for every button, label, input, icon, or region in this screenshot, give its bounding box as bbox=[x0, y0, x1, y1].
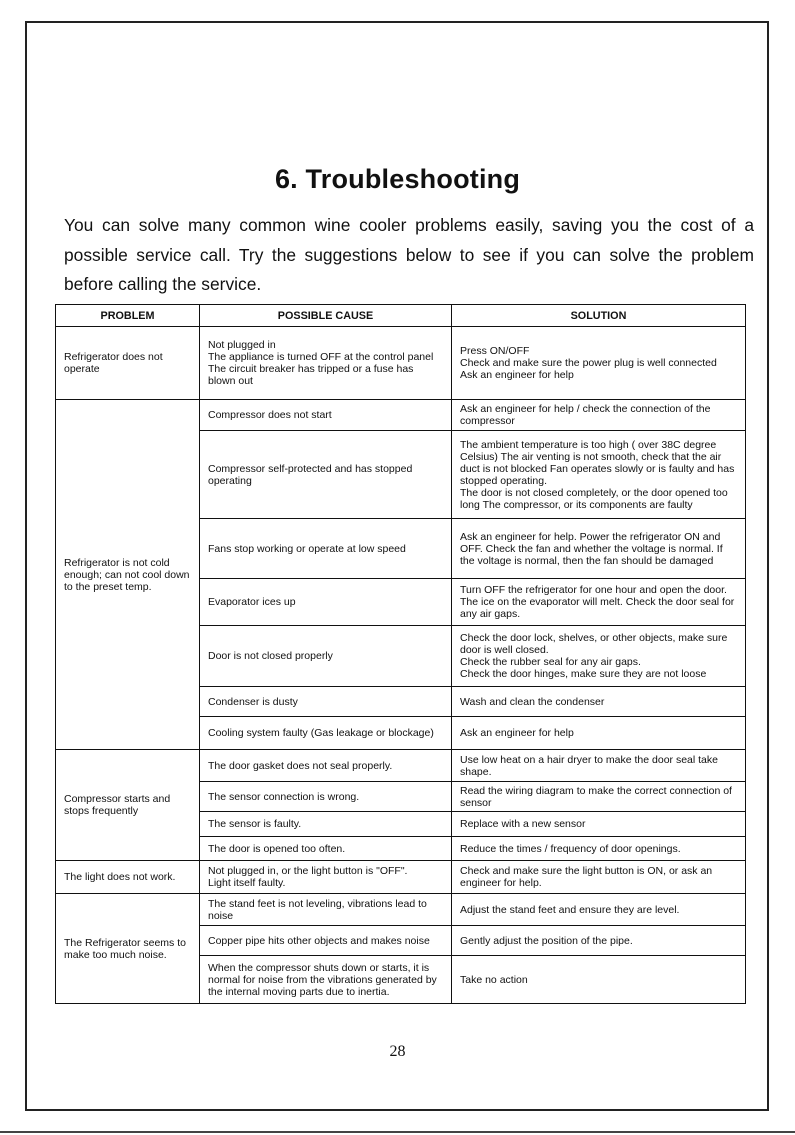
solution-cell: Use low heat on a hair dryer to make the door seal take shape. bbox=[452, 750, 746, 782]
solution-line: Check the door hinges, make sure they are not loose bbox=[460, 668, 707, 680]
cause-cell: Copper pipe hits other objects and makes noise bbox=[200, 926, 452, 956]
table-header-row bbox=[56, 305, 746, 327]
solution-cell: Reduce the times / frequency of door openings. bbox=[452, 837, 746, 861]
solution-line: Press ON/OFF bbox=[460, 345, 530, 357]
table-row bbox=[56, 327, 746, 400]
cause-cell: Fans stop working or operate at low speed bbox=[200, 519, 452, 579]
problem-cell: Refrigerator does not operate bbox=[56, 327, 200, 400]
solution-cell: Wash and clean the condenser bbox=[452, 687, 746, 717]
cause-cell: Compressor does not start bbox=[200, 400, 452, 431]
problem-cell: Refrigerator is not cold enough; can not cool down to the preset temp. bbox=[56, 400, 200, 750]
solution-cell: Ask an engineer for help bbox=[452, 717, 746, 750]
solution-cell bbox=[452, 431, 746, 519]
table-row bbox=[56, 400, 746, 431]
cause-cell: Compressor self-protected and has stopped operating bbox=[200, 431, 452, 519]
troubleshooting-table bbox=[55, 304, 746, 1004]
cause-cell: Cooling system faulty (Gas leakage or blockage) bbox=[200, 717, 452, 750]
cause-cell: Evaporator ices up bbox=[200, 579, 452, 626]
cause-cell bbox=[200, 327, 452, 400]
solution-cell: Check and make sure the light button is ON, or ask an engineer for help. bbox=[452, 861, 746, 894]
table-row bbox=[56, 861, 746, 894]
cause-cell: Condenser is dusty bbox=[200, 687, 452, 717]
solution-line: The ambient temperature is too high ( over 38C degree Celsius) The air venting is not smooth, check that the air duct is not blocked Fan operates slowly or is faulty and has stopped operating. bbox=[460, 438, 735, 487]
page-number: 28 bbox=[389, 1043, 406, 1060]
cause-cell: The door is opened too often. bbox=[200, 837, 452, 861]
solution-cell bbox=[452, 327, 746, 400]
solution-cell: Adjust the stand feet and ensure they are level. bbox=[452, 894, 746, 926]
cause-cell: When the compressor shuts down or starts, it is normal for noise from the vibrations generated by the internal moving parts due to inertia. bbox=[200, 956, 452, 1004]
header-solution: SOLUTION bbox=[452, 305, 746, 327]
intro-paragraph: You can solve many common wine cooler problems easily, saving you the cost of a possible service call. Try the suggestions below to see if you can solve the problem before calling the service. bbox=[64, 215, 754, 294]
cause-cell: Door is not closed properly bbox=[200, 626, 452, 687]
cause-cell: The door gasket does not seal properly. bbox=[200, 750, 452, 782]
solution-line: Check the rubber seal for any air gaps. bbox=[460, 656, 641, 668]
solution-cell: Take no action bbox=[452, 956, 746, 1004]
solution-line: The door is not closed completely, or the door opened too long The compressor, or its components are faulty bbox=[460, 486, 728, 511]
cause-cell: The sensor connection is wrong. bbox=[200, 782, 452, 812]
problem-cell: Compressor starts and stops frequently bbox=[56, 750, 200, 861]
problem-cell: The light does not work. bbox=[56, 861, 200, 894]
cause-line: Not plugged in bbox=[208, 339, 276, 351]
cause-line: The appliance is turned OFF at the control panel bbox=[208, 351, 434, 363]
page-title: 6. Troubleshooting bbox=[274, 164, 521, 194]
solution-cell: Replace with a new sensor bbox=[452, 812, 746, 837]
bottom-rule bbox=[0, 1131, 795, 1133]
solution-cell: Ask an engineer for help / check the connection of the compressor bbox=[452, 400, 746, 431]
cause-line: Light itself faulty. bbox=[208, 877, 286, 889]
table-row bbox=[56, 894, 746, 926]
solution-cell: Read the wiring diagram to make the correct connection of sensor bbox=[452, 782, 746, 812]
solution-cell bbox=[452, 626, 746, 687]
table-row bbox=[56, 750, 746, 782]
cause-cell: The sensor is faulty. bbox=[200, 812, 452, 837]
solution-cell: Ask an engineer for help. Power the refrigerator ON and OFF. Check the fan and whether the voltage is normal. If the voltage is normal, then the fan should be damaged bbox=[452, 519, 746, 579]
solution-cell: Turn OFF the refrigerator for one hour and open the door. The ice on the evaporator will melt. Check the door seal for any air gaps. bbox=[452, 579, 746, 626]
solution-line: Check and make sure the power plug is well connected bbox=[460, 357, 717, 369]
cause-cell: The stand feet is not leveling, vibrations lead to noise bbox=[200, 894, 452, 926]
cause-cell bbox=[200, 861, 452, 894]
solution-line: Check the door lock, shelves, or other objects, make sure door is well closed. bbox=[460, 632, 728, 656]
problem-cell: The Refrigerator seems to make too much noise. bbox=[56, 894, 200, 1004]
solution-line: Ask an engineer for help bbox=[460, 369, 574, 381]
cause-line: Not plugged in, or the light button is "OFF". bbox=[208, 865, 408, 877]
header-possible-cause: POSSIBLE CAUSE bbox=[200, 305, 452, 327]
cause-line: The circuit breaker has tripped or a fuse has blown out bbox=[208, 363, 414, 387]
header-problem: PROBLEM bbox=[56, 305, 200, 327]
solution-cell: Gently adjust the position of the pipe. bbox=[452, 926, 746, 956]
